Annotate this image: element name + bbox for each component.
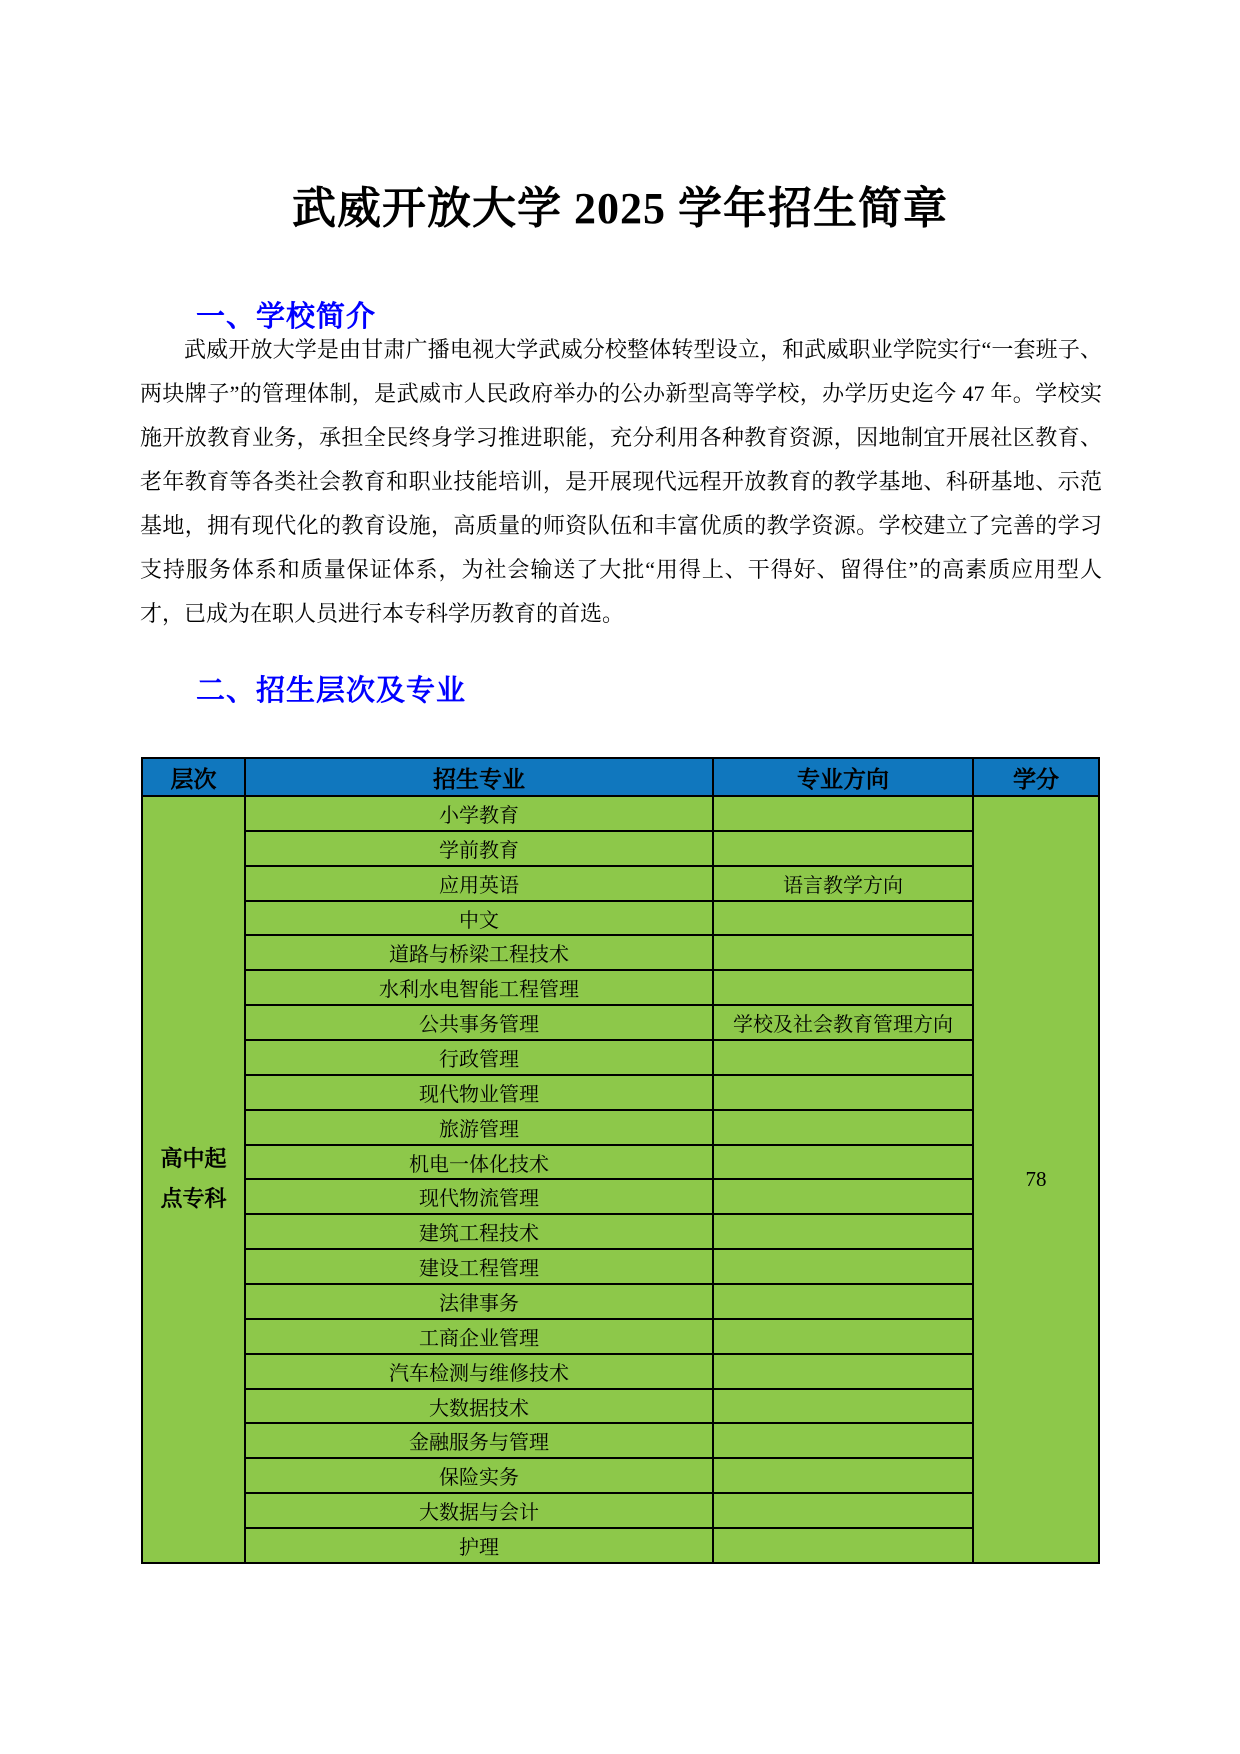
direction-cell — [713, 1110, 973, 1145]
direction-cell — [713, 970, 973, 1005]
majors-table-header — [142, 758, 1099, 796]
header-cell-direction: 专业方向 — [713, 758, 973, 796]
table-row — [142, 1110, 1099, 1145]
major-cell: 大数据与会计 — [245, 1493, 713, 1528]
direction-cell — [713, 1179, 973, 1214]
direction-cell — [713, 1075, 973, 1110]
major-cell: 建设工程管理 — [245, 1249, 713, 1284]
table-row — [142, 1005, 1099, 1040]
major-cell: 公共事务管理 — [245, 1005, 713, 1040]
table-row — [142, 1040, 1099, 1075]
direction-cell — [713, 1040, 973, 1075]
direction-cell — [713, 1458, 973, 1493]
table-row — [142, 1284, 1099, 1319]
table-row — [142, 970, 1099, 1005]
school-intro-paragraph: 武威开放大学是由甘肃广播电视大学武威分校整体转型设立，和武威职业学院实行“一套班子、两块牌子”的管理体制，是武威市人民政府举办的公办新型高等学校，办学历史迄今 47 年。学校实施开放教育业务，承担全民终身学习推进职能，充分利用各种教育资源，因地制宜开展社区教育、老年教育等各类社会教育和职业技能培训，是开展现代远程开放教育的教学基地、科研基地、示范基地，拥有现代化的教育设施，高质量的师资队伍和丰富优质的教学资源。学校建立了完善的学习支持服务体系和质量保证体系，为社会输送了大批“用得上、干得好、留得住”的高素质应用型人才，已成为在职人员进行本专科学历教育的首选。 — [140, 337, 1102, 626]
major-cell: 金融服务与管理 — [245, 1423, 713, 1458]
major-cell: 工商企业管理 — [245, 1319, 713, 1354]
direction-cell — [713, 831, 973, 866]
major-cell: 中文 — [245, 901, 713, 936]
header-row — [142, 758, 1099, 796]
table-row — [142, 1458, 1099, 1493]
table-row — [142, 935, 1099, 970]
major-cell: 保险实务 — [245, 1458, 713, 1493]
table-row — [142, 1528, 1099, 1563]
table-row — [142, 831, 1099, 866]
majors-table — [141, 757, 1100, 1564]
section-heading-school-intro: 一、学校简介 — [196, 301, 377, 333]
direction-cell — [713, 1214, 973, 1249]
header-cell-major: 招生专业 — [245, 758, 713, 796]
major-cell: 道路与桥梁工程技术 — [245, 935, 713, 970]
major-cell: 汽车检测与维修技术 — [245, 1354, 713, 1389]
section-heading-enrollment-levels: 二、招生层次及专业 — [196, 675, 467, 707]
direction-cell: 语言教学方向 — [713, 866, 973, 901]
major-cell: 大数据技术 — [245, 1389, 713, 1424]
table-row — [142, 1319, 1099, 1354]
major-cell: 法律事务 — [245, 1284, 713, 1319]
direction-cell — [713, 1389, 973, 1424]
major-cell: 现代物业管理 — [245, 1075, 713, 1110]
direction-cell: 学校及社会教育管理方向 — [713, 1005, 973, 1040]
header-cell-credits: 学分 — [973, 758, 1099, 796]
major-cell: 学前教育 — [245, 831, 713, 866]
credits-cell: 78 — [973, 796, 1099, 1563]
major-cell: 行政管理 — [245, 1040, 713, 1075]
direction-cell — [713, 1493, 973, 1528]
table-row — [142, 1493, 1099, 1528]
table-row — [142, 796, 1099, 831]
table-row — [142, 1075, 1099, 1110]
level-cell: 高中起点专科 — [142, 796, 245, 1563]
table-row — [142, 1249, 1099, 1284]
direction-cell — [713, 1423, 973, 1458]
header-cell-level: 层次 — [142, 758, 245, 796]
direction-cell — [713, 1145, 973, 1180]
direction-cell — [713, 1528, 973, 1563]
page-title: 武威开放大学 2025 学年招生简章 — [292, 184, 948, 233]
direction-cell — [713, 1249, 973, 1284]
direction-cell — [713, 901, 973, 936]
major-cell: 小学教育 — [245, 796, 713, 831]
direction-cell — [713, 1319, 973, 1354]
table-row — [142, 901, 1099, 936]
major-cell: 建筑工程技术 — [245, 1214, 713, 1249]
table-row — [142, 866, 1099, 901]
table-row — [142, 1389, 1099, 1424]
table-row — [142, 1214, 1099, 1249]
table-row — [142, 1354, 1099, 1389]
major-cell: 现代物流管理 — [245, 1179, 713, 1214]
direction-cell — [713, 796, 973, 831]
major-cell: 水利水电智能工程管理 — [245, 970, 713, 1005]
table-row — [142, 1423, 1099, 1458]
major-cell: 旅游管理 — [245, 1110, 713, 1145]
direction-cell — [713, 1284, 973, 1319]
major-cell: 机电一体化技术 — [245, 1145, 713, 1180]
major-cell: 应用英语 — [245, 866, 713, 901]
direction-cell — [713, 935, 973, 970]
major-cell: 护理 — [245, 1528, 713, 1563]
table-row — [142, 1179, 1099, 1214]
direction-cell — [713, 1354, 973, 1389]
table-row — [142, 1145, 1099, 1180]
majors-table-body — [142, 796, 1099, 1563]
